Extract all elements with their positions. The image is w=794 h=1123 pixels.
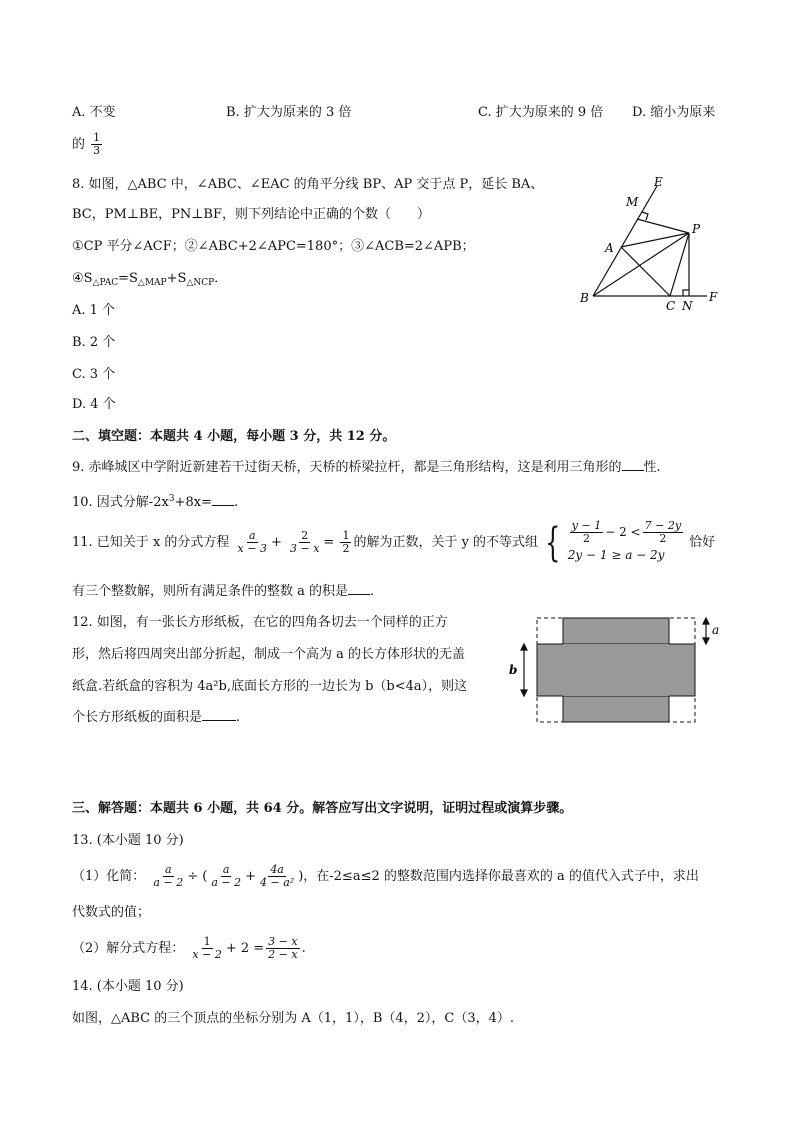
q8-geometry-figure [570,172,730,320]
q8-option-a: A. 1 个 [72,303,116,318]
q13-p2-frac2 [266,936,299,961]
q8-line3: ①CP 平分∠ACF；②∠ABC+2∠APC=180°；③∠ACB=2∠APB； [72,239,475,254]
q11-f1d: x − 3 [237,542,267,555]
q12-box-figure [506,610,726,728]
q11-brace: { [545,519,561,566]
q7-option-a: A. 不变 [72,105,116,120]
section-2-title: 二、填空题：本题共 4 小题，每小题 3 分，共 12 分。 [72,429,396,444]
q9-line [72,458,661,477]
fig-label-n: N [682,299,693,313]
fig-label-c: C [666,299,676,313]
q12-line1: 12. 如图，有一张长方形纸板，在它的四角各切去一个同样的正方 [72,615,448,630]
q7-option-b: B. 扩大为原来的 3 倍 [226,105,352,120]
q7-option-d-cont [72,132,104,157]
fig-label-a: A [605,241,614,255]
q9-blank [622,458,644,471]
q8-l4-s3: △NCP [186,278,215,288]
q11-line2-end: . [370,584,375,599]
q11-system [568,520,685,565]
q13-part1 [72,860,699,894]
fig-label-m: M [626,195,639,209]
q13-p2-frac1 [190,936,223,961]
q13-p1-f1n: a [165,863,172,876]
q12-line4-end: . [236,710,241,725]
q13-p1-post: )，在-2≤a≤2 的整数范围内选择你最喜欢的 a 的值代入式子中，求出 [298,869,699,884]
q10-pre: 10. 因式分解-2x [72,495,169,510]
q11-frac1 [236,530,269,555]
q12-line2: 形，然后将四周突出部分折起，制成一个高为 a 的长方体形状的无盖 [72,647,466,662]
q8-l4-plus: +S [166,271,187,286]
q13-p1-div: ÷ ( [187,869,208,884]
q11-i1mid: − 2 < [605,525,641,539]
q7-fraction [91,132,102,157]
q12-line4-text: 个长方形纸板的面积是 [72,710,203,725]
q10-end: . [233,495,239,510]
q8-line4 [72,270,227,292]
q10-line [72,490,238,512]
fig-label-f: F [709,290,718,304]
q8-l4-eq: =S [118,271,138,286]
q13-p1-f1d: a − 2 [153,876,184,889]
q8-l4-s2: △MAP [137,278,167,288]
q11-f3d: 2 [342,542,350,555]
q8-option-c: C. 3 个 [72,367,116,382]
q9-text: 9. 赤峰城区中学附近新建若干过街天桥，天桥的桥梁拉杆，都是三角形结构，这是利用三角形的 [72,460,622,475]
q12-line3: 纸盒.若纸盒的容积为 4a²b,底面长方形的一边长为 b（b<4a），则这 [72,679,468,694]
q13-p1-plus: + [245,869,256,884]
q11-i1bd: 2 [659,532,667,545]
q11-line2-text: 有三个整数解，则所有满足条件的整数 a 的积是 [72,584,349,599]
q11-i1ad: 2 [583,532,591,545]
q11-mid: 的解为正数，关于 y 的不等式组 [353,535,539,550]
q8-l4-a: ④S [72,271,93,286]
q13-p2-f1d: x − 2 [192,948,222,961]
q8-line1: 8. 如图，△ABC 中，∠ABC、∠EAC 的角平分线 BP、AP 交于点 P，延长 BA、 [72,177,544,192]
q13-p2-pre: （2）解分式方程： [72,941,185,956]
fig-label-p: P [692,222,701,236]
q11-line2 [72,582,374,601]
q8-option-d: D. 4 个 [72,397,116,412]
q7-option-c: C. 扩大为原来的 9 倍 [478,105,604,120]
q13-p1-f3n: 4a [270,863,284,876]
q13-p2-mid: + 2 = [225,941,265,956]
fig-label-e: E [654,175,663,189]
q13-p1-frac2 [209,864,243,889]
q11-line1: 11. 已知关于 x 的分式方程 $\frac{a}{x - 3}$ + $\frac{2}{3 - x}$ = $\frac{1}{2}$ 的解为正数，关于 y 的不等式组 { $\frac{y - 1}{2}$ − 2 < $\frac{7 - 2y}{2}$ 2y − 1 ≥ a − 2y 恰好 [72,519,716,566]
q13-p1-f2d: a − 2 [211,876,242,889]
q7-frac-num: 1 [93,131,101,144]
q13-p1-pre: （1）化简： [72,869,146,884]
q14-head: 14. (本小题 10 分) [72,979,184,994]
fig-label-b: B [580,291,589,305]
q13-p2-end: . [301,941,306,956]
q11-f3n: 1 [342,529,350,542]
q11-ineq2: 2y − 1 ≥ a − 2y [567,548,665,562]
q7-frac-den: 3 [93,144,101,157]
q11-f2d: 3 − x [290,542,320,555]
q11-frac3 [340,530,351,555]
q13-p2-f1n: 1 [203,935,211,948]
q12-blank [202,708,236,721]
q11-blank [348,582,370,595]
q9-end: 性. [643,460,661,475]
q13-part1-line2: 代数式的值； [72,905,151,920]
q11-i1bn: 7 − 2y [644,519,682,532]
q11-post: 恰好 [689,535,716,550]
q13-p1-frac1 [151,864,185,889]
q13-p2-f2n: 3 − x [268,935,298,948]
q13-part2 [72,932,306,966]
q13-p1-f3d: 4 − a² [260,876,295,889]
q8-l4-end: ． [214,271,228,286]
q13-p2-f2d: 2 − x [268,948,298,961]
q7-option-d: D. 缩小为原来 [632,105,716,120]
q11-ineq1 [568,520,685,545]
q10-post: +8x= [174,495,212,510]
q8-line2: BC，PM⊥BE，PN⊥BF，则下列结论中正确的个数（ ） [72,207,430,222]
q10-sup: 3 [168,494,175,504]
q13-head: 13. (本小题 10 分) [72,833,184,848]
q11-f1n: a [248,529,256,542]
section-3-title: 三、解答题：本题共 6 小题，共 64 分。解答应写出文字说明，证明过程或演算步骤。 [72,801,573,816]
q13-p1-f2n: a [222,863,230,876]
q14-text: 如图，△ABC 的三个顶点的坐标分别为 A（1，1），B（4，2），C（3，4）. [72,1011,515,1026]
q12-fig-b: b [509,663,518,677]
q12-line4 [72,708,240,727]
q11-frac2 [288,530,321,555]
q11-pre: 11. 已知关于 x 的分式方程 [72,535,230,550]
q10-blank [212,493,234,506]
q11-f2n: 2 [301,529,309,542]
q11-i1an: y − 1 [571,519,602,532]
q8-l4-s1: △PAC [92,278,119,288]
q8-option-b: B. 2 个 [72,335,116,350]
q12-fig-a: a [712,623,720,637]
q13-p1-frac3 [258,864,296,889]
q7-option-d-cont-text: 的 [72,137,86,152]
